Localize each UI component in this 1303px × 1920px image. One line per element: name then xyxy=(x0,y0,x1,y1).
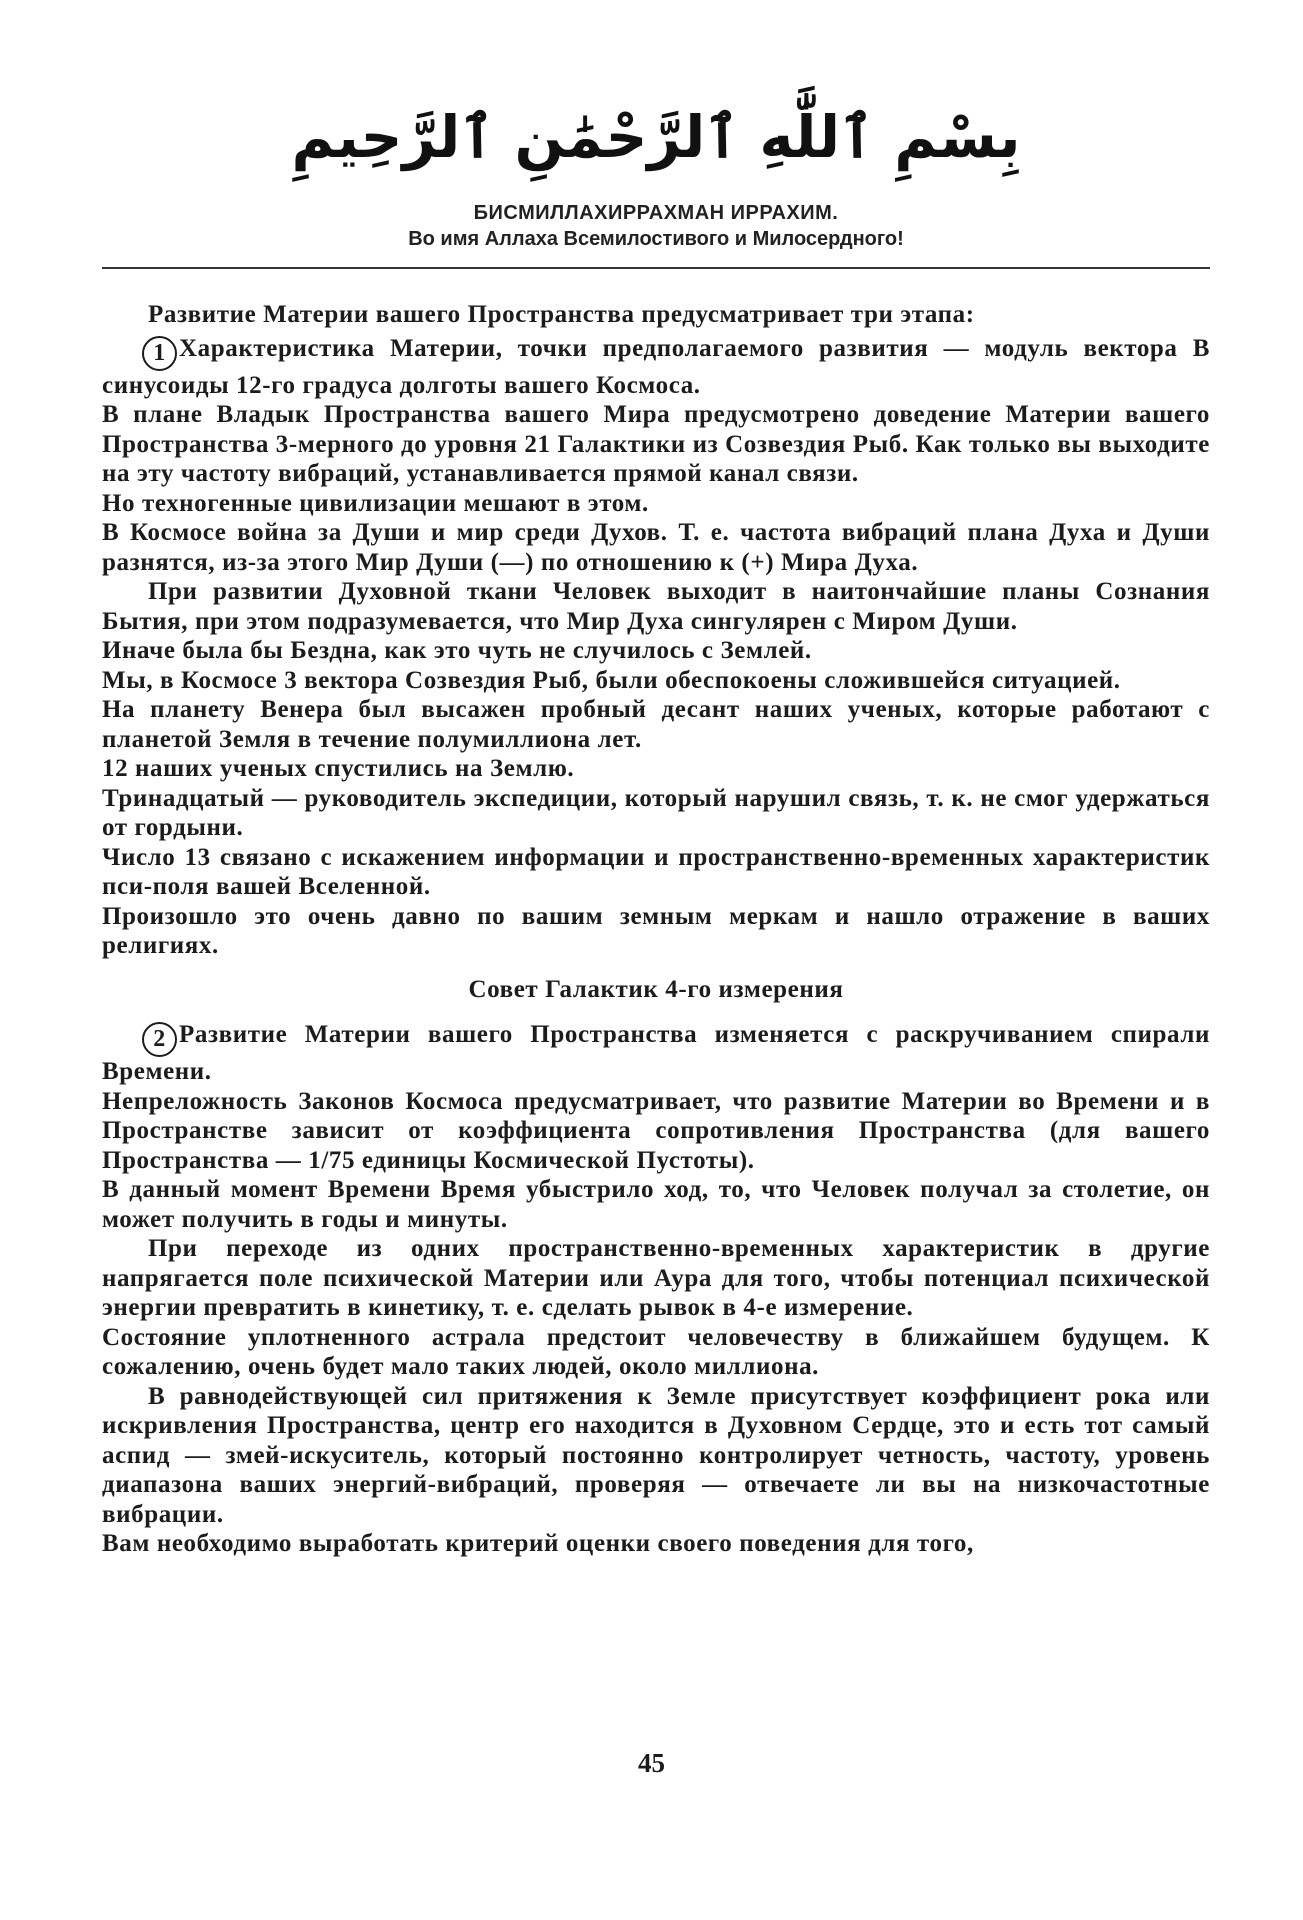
paragraph: Произошло это очень давно по вашим земным меркам и нашло отражение в ваших религиях. xyxy=(102,902,1210,959)
circled-number-2: 2 xyxy=(142,1022,177,1057)
paragraph: Мы, в Космосе 3 вектора Созвездия Рыб, были обеспокоены сложившейся ситуацией. xyxy=(102,666,1121,694)
basmala-calligraphy: بِسْمِ ٱللَّٰهِ ٱلرَّحْمَٰنِ ٱلرَّحِيمِ xyxy=(291,103,1021,171)
intro-paragraph: Развитие Материи вашего Пространства предусматривает три этапа: xyxy=(148,301,975,328)
paragraph: 12 наших ученых спустились на Землю. xyxy=(102,755,575,782)
header-translation: Во имя Аллаха Всемилостивого и Милосердного! xyxy=(408,228,904,250)
paragraph: Вам необходимо выработать критерий оценки своего поведения для того, xyxy=(102,1530,974,1557)
paragraph: Состояние уплотненного астрала предстоит человечеству в ближайшем будущем. К сожалению, очень будет мало таких людей, около миллиона. xyxy=(102,1323,1210,1380)
page-number: 45 xyxy=(638,1748,665,1778)
paragraph: Иначе была бы Бездна, как это чуть не случилось с Землей. xyxy=(102,637,812,664)
header-divider xyxy=(102,267,1210,269)
paragraph: При развитии Духовной ткани Человек выходит в наитончайшие планы Сознания Бытия, при этом подразумевается, что Мир Духа сингулярен с Миром Души. xyxy=(102,578,1210,635)
section-heading: Совет Галактик 4-го измерения xyxy=(468,975,844,1003)
paragraph: Но техногенные цивилизации мешают в этом. xyxy=(102,489,649,517)
paragraph: Непреложность Законов Космоса предусматривает, что развитие Материи во Времени и в Пространстве зависит от коэффициента сопротивления Пространства (для вашего Пространства — 1/75 единицы Космической Пустоты). xyxy=(102,1087,1210,1174)
paragraph: В данный момент Времени Время убыстрило ход, то, что Человек получал за столетие, он может получить в годы и минуты. xyxy=(102,1176,1210,1233)
main-text xyxy=(102,300,1210,1559)
paragraph: В Космосе война за Души и мир среди Духов. Т. е. частота вибраций плана Духа и Души разнятся, из-за этого Мир Души (—) по отношению к (+) Мира Духа. xyxy=(102,519,1210,576)
header-transliteration: БИСМИЛЛАХИРРАХМАН ИРРАХИМ. xyxy=(473,202,839,224)
paragraph: В равнодействующей сил притяжения к Земле присутствует коэффициент рока или искривления Пространства, центр его находится в Духовном Сердце, это и есть тот самый аспид — змей-искуситель, который постоянно контролирует четность, частоту, уровень диапазона ваших энергий-вибраций, проверяя — отвечаете ли вы на низкочастотные вибрации. xyxy=(102,1382,1210,1528)
circled-number-1: 1 xyxy=(142,336,177,371)
section-2-paragraph-1: 2 Развитие Материи вашего Пространства изменяется с раскручиванием спирали Времени. xyxy=(102,1021,1210,1085)
page-header xyxy=(102,92,1210,252)
paragraph: В плане Владык Пространства вашего Мира предусмотрено доведение Материи вашего Пространства 3-мерного до уровня 21 Галактики из Созвездия Рыб. Как только вы выходите на эту частоту вибраций, устанавливается прямой канал связи. xyxy=(102,401,1210,487)
paragraph: При переходе из одних пространственно-временных характеристик в другие напрягается поле психической Материи или Аура для того, чтобы потенциал психической энергии превратить в кинетику, т. е. сделать рывок в 4-е измерение. xyxy=(102,1235,1210,1321)
paragraph: На планету Венера был высажен пробный десант наших ученых, которые работают с планетой Земля в течение полумиллиона лет. xyxy=(102,696,1210,753)
section-1-paragraph-1: 1 Характеристика Материи, точки предполагаемого развития — модуль вектора В синусоиды 12-го градуса долготы вашего Космоса. xyxy=(102,334,1210,399)
paragraph: Число 13 связано с искажением информации и пространственно-временных характеристик пси-поля вашей Вселенной. xyxy=(102,843,1210,900)
paragraph: Тринадцатый — руководитель экспедиции, который нарушил связь, т. к. не смог удержаться от гордыни. xyxy=(102,784,1210,841)
